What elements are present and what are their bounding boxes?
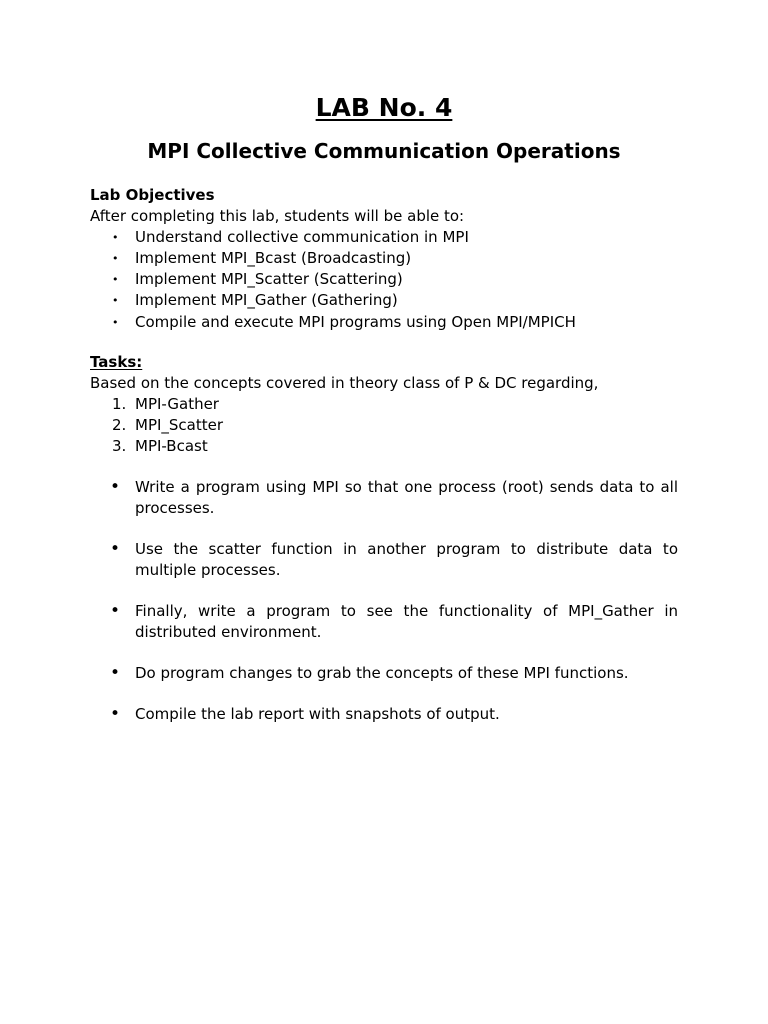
- bullet-icon: •: [110, 704, 121, 724]
- list-item: [90, 394, 678, 415]
- numbered-text: MPI-Gather: [135, 395, 219, 413]
- bullet-icon: •: [110, 477, 121, 497]
- bullet-icon: •: [112, 231, 119, 244]
- objectives-section: [90, 185, 678, 333]
- bullet-icon: •: [110, 601, 121, 621]
- list-item: [90, 269, 678, 290]
- lab-title: LAB No. 4: [315, 93, 453, 122]
- list-item: [90, 312, 678, 333]
- tasks-heading: Tasks:: [90, 353, 143, 371]
- objective-text: Implement MPI_Bcast (Broadcasting): [135, 249, 412, 267]
- list-item: [90, 601, 678, 643]
- tasks-numbered-list: [90, 394, 678, 457]
- objective-text: Implement MPI_Scatter (Scattering): [135, 270, 403, 288]
- task-bullets-list: [90, 477, 678, 725]
- list-item: [90, 248, 678, 269]
- objective-text: Understand collective communication in MPI: [135, 228, 469, 246]
- objective-text: Implement MPI_Gather (Gathering): [135, 291, 398, 309]
- list-number: 3.: [112, 437, 127, 455]
- list-item: [90, 436, 678, 457]
- list-item: [90, 704, 678, 725]
- objectives-list: [90, 227, 678, 333]
- list-number: 1.: [112, 395, 127, 413]
- task-text: Compile the lab report with snapshots of output.: [135, 705, 500, 723]
- task-bullets-section: [90, 477, 678, 745]
- bullet-icon: •: [112, 316, 119, 329]
- task-text: Write a program using MPI so that one process (root) sends data to all processes.: [135, 478, 678, 517]
- bullet-icon: •: [112, 294, 119, 307]
- list-item: [90, 477, 678, 519]
- objective-text: Compile and execute MPI programs using Open MPI/MPICH: [135, 313, 576, 331]
- list-item: [90, 227, 678, 248]
- bullet-icon: •: [110, 539, 121, 559]
- list-item: [90, 663, 678, 684]
- bullet-icon: •: [110, 663, 121, 683]
- list-item: [90, 290, 678, 311]
- objectives-intro: After completing this lab, students will be able to:: [90, 207, 465, 225]
- numbered-text: MPI_Scatter: [135, 416, 224, 434]
- tasks-intro: Based on the concepts covered in theory class of P & DC regarding,: [90, 374, 599, 392]
- list-item: [90, 415, 678, 436]
- list-item: [90, 539, 678, 581]
- bullet-icon: •: [112, 273, 119, 286]
- bullet-icon: •: [112, 252, 119, 265]
- task-text: Finally, write a program to see the functionality of MPI_Gather in distributed environment.: [135, 602, 678, 641]
- list-number: 2.: [112, 416, 127, 434]
- tasks-section: [90, 352, 678, 457]
- numbered-text: MPI-Bcast: [135, 437, 208, 455]
- task-text: Do program changes to grab the concepts of these MPI functions.: [135, 664, 629, 682]
- lab-subtitle: MPI Collective Communication Operations: [147, 139, 621, 163]
- task-text: Use the scatter function in another program to distribute data to multiple processes.: [135, 540, 678, 579]
- objectives-heading: Lab Objectives: [90, 186, 215, 204]
